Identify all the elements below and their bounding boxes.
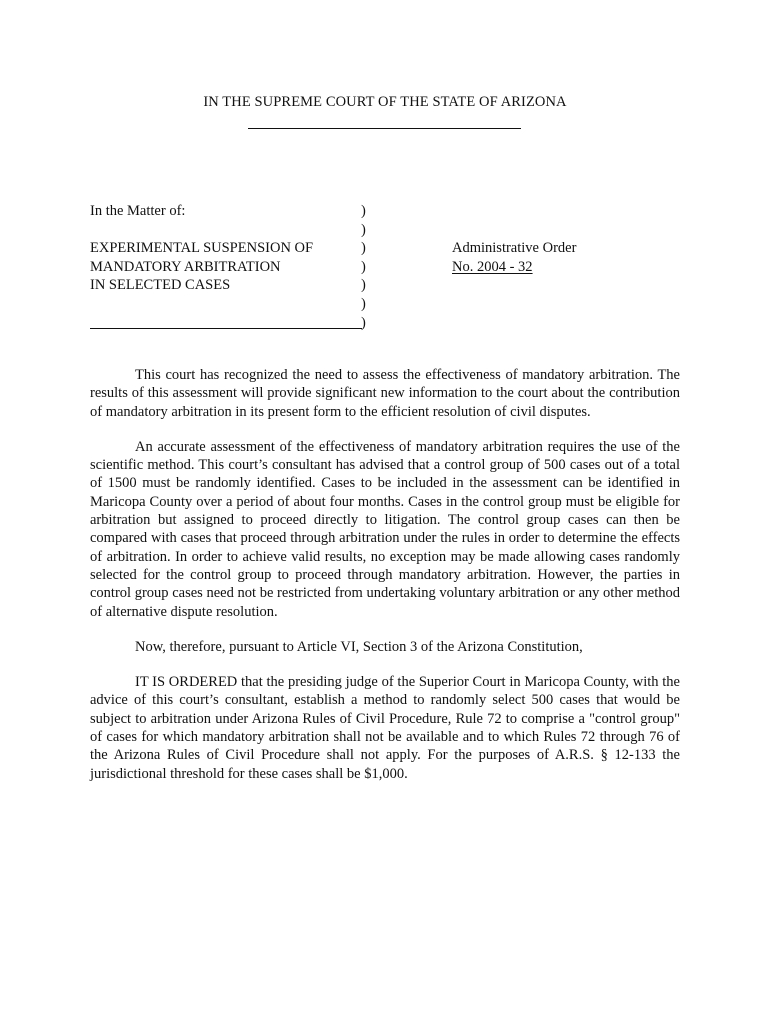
body-paragraph: An accurate assessment of the effectiveness of mandatory arbitration requires the use of the scientific method. This court’s consultant has advised that a control group of 500 cases out of a total of 1500 must be randomly identified. Cases to be included in the assessment can be identified in Maricopa County over a period of about four months. Cases in the control group must be eligible for arbitration but assigned to proceed directly to litigation. The control group cases can then be compared with cases that proceed through arbitration under the rules in order to determine the effects of arbitration. In order to achieve valid results, no exception may be made allowing cases randomly selected for the control group to proceed through mandatory arbitration. However, the parties in control group cases need not be restricted from undertaking voluntary arbitration or any other method of alternative dispute resolution. <box>90 438 680 620</box>
title-underline-rule <box>248 128 521 129</box>
caption-paren: ) <box>361 314 366 331</box>
caption-subject-line-3: IN SELECTED CASES <box>90 277 231 294</box>
order-body <box>90 366 680 800</box>
caption-paren: ) <box>361 295 366 312</box>
caption-paren: ) <box>361 258 366 275</box>
order-identifier <box>452 239 576 276</box>
caption-subject-line-2: MANDATORY ARBITRATION <box>90 258 281 275</box>
body-paragraph: This court has recognized the need to assess the effectiveness of mandatory arbitration. The results of this assessment will provide significant new information to the court about the contribution of mandatory arbitration in its present form to the efficient resolution of civil disputes. <box>90 367 680 420</box>
caption-bottom-rule <box>90 328 362 329</box>
caption-paren-column <box>361 202 366 332</box>
body-paragraph: Now, therefore, pursuant to Article VI, Section 3 of the Arizona Constitution, <box>135 638 583 655</box>
matter-label: In the Matter of: <box>90 203 186 219</box>
order-type: Administrative Order <box>452 240 577 256</box>
court-title: IN THE SUPREME COURT OF THE STATE OF ARIZONA <box>203 94 567 110</box>
caption-spacer <box>90 221 313 240</box>
caption-paren: ) <box>361 203 366 219</box>
caption-paren: ) <box>361 277 366 294</box>
caption-paren: ) <box>361 240 366 257</box>
caption-paren: ) <box>361 221 366 238</box>
case-caption <box>90 202 313 295</box>
body-paragraph: IT IS ORDERED that the presiding judge of the Superior Court in Maricopa County, with the advice of this court’s consultant, establish a method to randomly select 500 cases that would be subject to arbitration under Arizona Rules of Civil Procedure, Rule 72 to comprise a "control group" of cases for which mandatory arbitration shall not be available and to which Rules 72 through 76 of the Arizona Rules of Civil Procedure shall not apply. For the purposes of A.R.S. § 12-133 the jurisdictional threshold for these cases shall be $1,000. <box>90 674 680 782</box>
caption-subject-line-1: EXPERIMENTAL SUSPENSION OF <box>90 240 314 257</box>
order-number: No. 2004 - 32 <box>452 258 533 275</box>
